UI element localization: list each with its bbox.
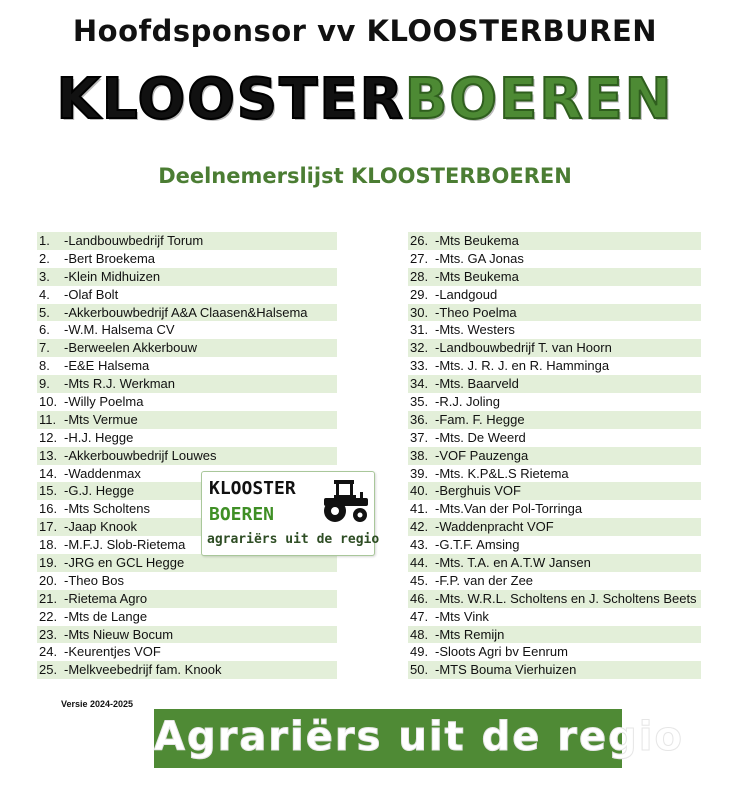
participant-name: -H.J. Hegge: [64, 429, 134, 445]
participant-name: -Bert Broekema: [64, 250, 156, 266]
participant-name: -Mts. Westers: [435, 322, 515, 338]
participant-row: [408, 590, 701, 608]
participant-number: 40.: [410, 483, 429, 499]
participant-row: [408, 626, 701, 644]
participant-row: [408, 608, 701, 626]
badge-word-boeren: BOEREN: [209, 504, 275, 525]
participant-name: -Mts Remijn: [435, 626, 505, 642]
participant-name: -Mts. Baarveld: [435, 376, 519, 392]
participant-number: 7.: [39, 340, 50, 356]
participant-row: [408, 429, 701, 447]
participant-name: -Mts. W.R.L. Scholtens en J. Scholtens Beets: [435, 590, 697, 606]
footer-banner: [154, 709, 684, 768]
participant-row: [37, 339, 337, 357]
participant-row: [408, 643, 701, 661]
participant-name: -Waddenpracht VOF: [435, 519, 554, 535]
participant-number: 28.: [410, 268, 429, 284]
participant-list-right: [408, 232, 701, 679]
participant-row: [37, 429, 337, 447]
participant-name: -Mts.Van der Pol-Torringa: [435, 501, 583, 517]
participant-row: [408, 572, 701, 590]
participant-number: 45.: [410, 572, 429, 588]
participant-name: -Mts Scholtens: [64, 501, 150, 517]
participant-row: [37, 572, 337, 590]
participant-name: -E&E Halsema: [64, 358, 150, 374]
participant-name: -JRG en GCL Hegge: [64, 555, 185, 571]
participant-number: 18.: [39, 537, 58, 553]
participant-number: 29.: [410, 286, 429, 302]
participant-name: -W.M. Halsema CV: [64, 322, 175, 338]
footer-slogan: Agrariërs uit de regio: [154, 714, 684, 760]
participant-number: 15.: [39, 483, 58, 499]
participant-name: -Mts Vink: [435, 608, 489, 624]
participant-name: -Klein Midhuizen: [64, 268, 161, 284]
participant-number: 44.: [410, 555, 429, 571]
participant-row: [37, 661, 337, 679]
participant-row: [408, 447, 701, 465]
participant-number: 41.: [410, 501, 429, 517]
logo-word-boeren: BOEREN: [404, 67, 674, 132]
participant-name: -M.F.J. Slob-Rietema: [64, 537, 186, 553]
participant-number: 4.: [39, 286, 50, 302]
participant-number: 8.: [39, 358, 50, 374]
page-title: Hoofdsponsor vv KLOOSTERBUREN: [72, 14, 658, 48]
participant-name: -Olaf Bolt: [64, 286, 119, 302]
participant-number: 36.: [410, 411, 429, 427]
participant-name: -Sloots Agri bv Eenrum: [435, 644, 568, 660]
participant-name: -Landbouwbedrijf Torum: [64, 233, 204, 248]
participant-row: [408, 375, 701, 393]
participant-list-left: [37, 232, 337, 679]
participant-number: 14.: [39, 465, 58, 481]
participant-number: 43.: [410, 537, 429, 553]
participant-row: [37, 393, 337, 411]
participant-row: [37, 232, 337, 250]
participant-number: 49.: [410, 644, 429, 660]
participant-row: [408, 465, 701, 483]
participant-number: 47.: [410, 608, 429, 624]
participant-row: [408, 339, 701, 357]
participant-number: 21.: [39, 590, 58, 606]
list-title: Deelnemerslijst KLOOSTERBOEREN: [158, 164, 572, 188]
participant-name: -Keurentjes VOF: [64, 644, 161, 660]
participant-number: 9.: [39, 376, 50, 392]
participant-name: -Berghuis VOF: [435, 483, 521, 499]
participant-row: [408, 411, 701, 429]
participant-name: -Landbouwbedrijf T. van Hoorn: [435, 340, 612, 356]
participant-number: 48.: [410, 626, 429, 642]
participant-row: [37, 357, 337, 375]
participant-row: [37, 447, 337, 465]
participant-name: -Rietema Agro: [64, 590, 148, 606]
participant-number: 46.: [410, 590, 429, 606]
participant-number: 25.: [39, 662, 58, 678]
participant-name: -Mts. J. R. J. en R. Hamminga: [435, 358, 610, 374]
version-label: Versie 2024-2025: [61, 699, 134, 709]
participant-number: 10.: [39, 394, 58, 410]
participant-number: 20.: [39, 572, 58, 588]
participant-number: 35.: [410, 394, 429, 410]
participant-row: [37, 286, 337, 304]
participant-number: 27.: [410, 250, 429, 266]
participant-number: 2.: [39, 250, 50, 266]
participant-name: -Mts. K.P&L.S Rietema: [435, 465, 569, 481]
participant-name: -Mts. De Weerd: [435, 429, 526, 445]
participant-number: 3.: [39, 268, 50, 284]
participant-row: [408, 536, 701, 554]
participant-row: [408, 393, 701, 411]
participant-name: -Jaap Knook: [64, 519, 137, 535]
kloosterboeren-badge: [201, 471, 380, 556]
participant-name: -F.P. van der Zee: [435, 572, 534, 588]
participant-row: [408, 500, 701, 518]
participant-name: -Melkveebedrijf fam. Knook: [64, 662, 222, 678]
participant-row: [37, 643, 337, 661]
participant-row: [408, 518, 701, 536]
participant-number: 30.: [410, 304, 429, 320]
participant-row: [408, 250, 701, 268]
participant-number: 32.: [410, 340, 429, 356]
participant-name: -Akkerbouwbedrijf A&A Claasen&Halsema: [64, 304, 308, 320]
participant-row: [408, 357, 701, 375]
participant-row: [37, 590, 337, 608]
participant-row: [37, 554, 337, 572]
participant-number: 23.: [39, 626, 58, 642]
participant-name: -G.J. Hegge: [64, 483, 135, 499]
participant-name: -Mts Vermue: [64, 411, 138, 427]
participant-number: 26.: [410, 233, 429, 248]
participant-number: 50.: [410, 662, 429, 678]
participant-number: 11.: [39, 411, 57, 427]
participant-row: [37, 411, 337, 429]
participant-name: -Akkerbouwbedrijf Louwes: [64, 447, 217, 463]
participant-number: 5.: [39, 304, 50, 320]
participant-row: [408, 661, 701, 679]
kloosterboeren-logo: [0, 67, 730, 132]
participant-row: [408, 232, 701, 250]
participant-number: 38.: [410, 447, 429, 463]
participant-number: 34.: [410, 376, 429, 392]
participant-number: 6.: [39, 322, 50, 338]
participant-name: -MTS Bouma Vierhuizen: [435, 662, 577, 678]
participant-row: [37, 304, 337, 322]
participant-name: -R.J. Joling: [435, 394, 501, 410]
participant-number: 17.: [39, 519, 58, 535]
participant-row: [37, 608, 337, 626]
participant-number: 42.: [410, 519, 429, 535]
participant-name: -Landgoud: [435, 286, 498, 302]
participant-row: [408, 268, 701, 286]
participant-number: 1.: [39, 233, 50, 248]
participant-number: 31.: [410, 322, 429, 338]
participant-number: 16.: [39, 501, 58, 517]
badge-word-klooster: KLOOSTER: [209, 478, 296, 499]
participant-number: 37.: [410, 429, 429, 445]
participant-number: 22.: [39, 608, 58, 624]
participant-name: -VOF Pauzenga: [435, 447, 529, 463]
participant-name: -Mts Nieuw Bocum: [64, 626, 174, 642]
participant-name: -Mts. GA Jonas: [435, 250, 524, 266]
participant-name: -Mts Beukema: [435, 233, 519, 248]
participant-row: [37, 321, 337, 339]
participant-name: -Mts Beukema: [435, 268, 519, 284]
tractor-icon: [320, 478, 370, 524]
participant-row: [37, 626, 337, 644]
participant-row: [408, 286, 701, 304]
participant-number: 19.: [39, 555, 58, 571]
participant-name: -Mts. T.A. en A.T.W Jansen: [435, 555, 591, 571]
participant-name: -Mts de Lange: [64, 608, 148, 624]
participant-row: [408, 321, 701, 339]
participant-name: -Willy Poelma: [64, 394, 144, 410]
participant-name: -Berweelen Akkerbouw: [64, 340, 197, 356]
participant-row: [37, 268, 337, 286]
participant-row: [408, 482, 701, 500]
participant-row: [408, 304, 701, 322]
participant-name: -G.T.F. Amsing: [435, 537, 520, 553]
participant-number: 24.: [39, 644, 58, 660]
participant-number: 12.: [39, 429, 58, 445]
participant-name: -Fam. F. Hegge: [435, 411, 525, 427]
participant-name: -Theo Bos: [64, 572, 124, 588]
participant-number: 39.: [410, 465, 429, 481]
participant-name: -Mts R.J. Werkman: [64, 376, 175, 392]
participant-number: 33.: [410, 358, 429, 374]
logo-word-klooster: KLOOSTER: [56, 67, 405, 132]
participant-row: [408, 554, 701, 572]
participant-name: -Theo Poelma: [435, 304, 517, 320]
badge-tagline: agrariërs uit de regio: [207, 532, 380, 547]
participant-name: -Waddenmax: [64, 465, 141, 481]
participant-row: [37, 250, 337, 268]
participant-row: [37, 375, 337, 393]
participant-number: 13.: [39, 447, 58, 463]
